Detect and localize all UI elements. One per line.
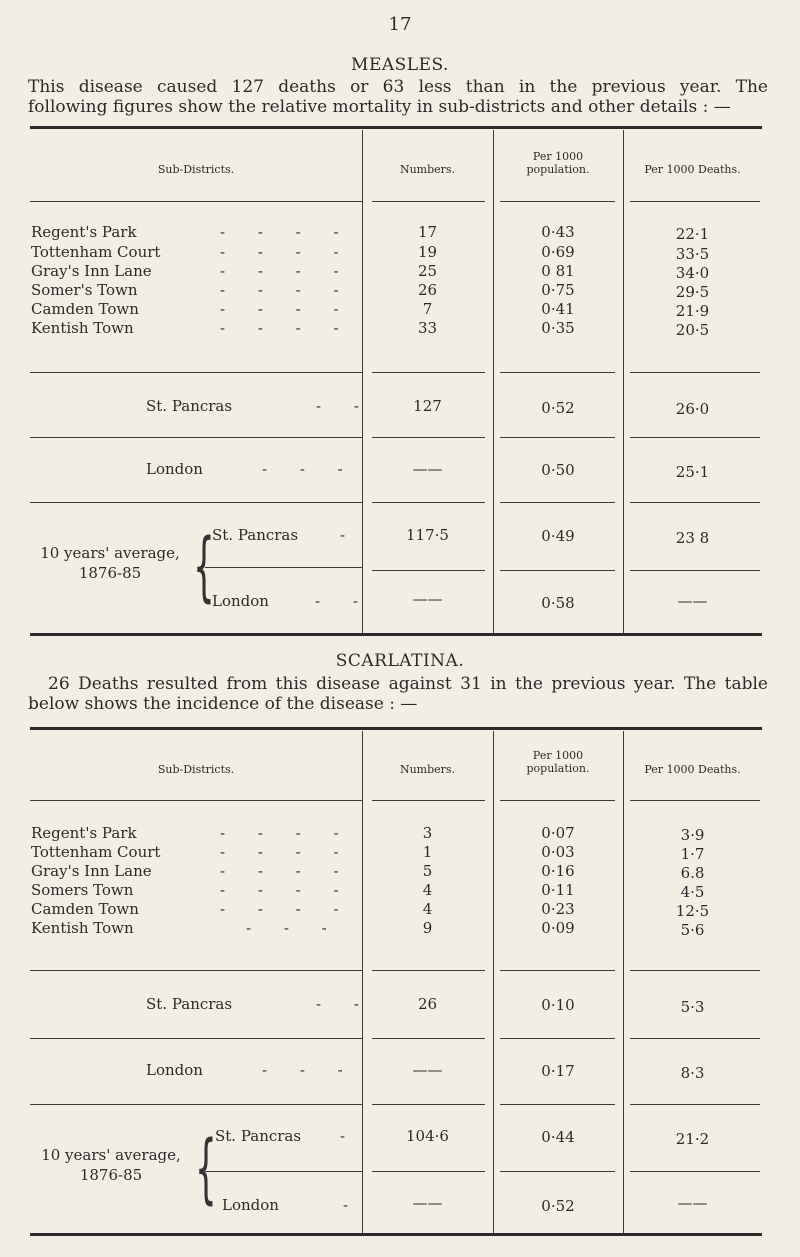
column-divider (623, 731, 624, 1233)
per-deaths-value: 34·0 (675, 264, 710, 282)
per-deaths-value: 5·3 (680, 998, 705, 1016)
header-per-deaths: Per 1000 Deaths. (644, 763, 741, 776)
numbers-value: —— (412, 1061, 443, 1079)
per-population-value: 0·41 (541, 300, 575, 318)
section-rule (630, 1171, 760, 1172)
per-deaths-value: 12·5 (675, 902, 710, 920)
numbers-value: 26 (417, 281, 438, 299)
scarlatina-intro (28, 674, 768, 714)
subdistrict-name: Regent's Park (31, 824, 137, 842)
leader-dashes: - - - - (220, 862, 353, 880)
average-london-label: London (222, 1196, 279, 1214)
scarlatina-intro-line-2: below shows the incidence of the disease : — (28, 694, 418, 714)
numbers-value: 104·6 (406, 1127, 449, 1145)
average-london-label: London (212, 592, 269, 610)
leader-dashes: - - - - (220, 881, 353, 899)
header-rule (30, 201, 362, 202)
per-deaths-value: 22·1 (675, 225, 710, 243)
numbers-value: 4 (422, 881, 433, 899)
per-population-value: 0 81 (541, 262, 575, 280)
leader-dashes: - - - - (220, 243, 353, 261)
subdistrict-name: Camden Town (31, 300, 139, 318)
per-deaths-value: 33·5 (675, 245, 710, 263)
numbers-value: —— (412, 590, 443, 608)
header-rule (500, 201, 615, 202)
per-population-value: 0·43 (541, 223, 575, 241)
section-rule (630, 502, 760, 503)
numbers-value: 5 (422, 862, 433, 880)
table-top-rule (30, 126, 762, 129)
section-rule (205, 1171, 362, 1172)
scarlatina-intro-line-1: 26 Deaths resulted from this disease against 31 in the previous year. The table (48, 674, 768, 694)
section-rule (372, 1104, 485, 1105)
header-per-population: Per 1000 population. (526, 749, 590, 775)
per-deaths-value: 25·1 (675, 463, 710, 481)
average-label (30, 1145, 192, 1185)
subdistrict-name: Tottenham Court (31, 243, 161, 261)
leader-dashes: - - (315, 592, 372, 610)
per-population-value: 0·44 (541, 1128, 575, 1146)
per-population-value: 0·23 (541, 900, 575, 918)
subdistrict-name: Camden Town (31, 900, 139, 918)
per-deaths-value: 20·5 (675, 321, 710, 339)
per-deaths-value: 23 8 (675, 529, 710, 547)
section-rule (372, 1038, 485, 1039)
per-population-value: 0·35 (541, 319, 575, 337)
numbers-value: 33 (417, 319, 438, 337)
leader-dashes: - (340, 1127, 360, 1145)
leader-dashes: - (340, 526, 360, 544)
section-rule (205, 567, 362, 568)
measles-intro-line-1: This disease caused 127 deaths or 63 less than in the previous year. The (28, 77, 768, 97)
per-population-value: 0·07 (541, 824, 575, 842)
header-subdistricts: Sub-Districts. (157, 163, 235, 176)
header-rule (630, 800, 760, 801)
section-rule (500, 1104, 615, 1105)
average-label-line-2: 1876-85 (79, 1166, 143, 1184)
average-stpancras-label: St. Pancras (215, 1127, 302, 1145)
header-numbers: Numbers. (399, 163, 456, 176)
leader-dashes: - - - - (220, 843, 353, 861)
per-population-value: 0·58 (541, 594, 575, 612)
brace-icon: { (193, 521, 215, 610)
leader-dashes: - - (316, 995, 373, 1013)
leader-dashes: - - - - (220, 262, 353, 280)
section-rule (30, 502, 362, 503)
per-deaths-value: 4·5 (680, 883, 705, 901)
leader-dashes: - - - - (220, 300, 353, 318)
per-population-value: 0·10 (541, 996, 575, 1014)
london-label: London (146, 1061, 203, 1079)
numbers-value: 25 (417, 262, 438, 280)
leader-dashes: - - - - (220, 319, 353, 337)
numbers-value: 19 (417, 243, 438, 261)
per-deaths-value: 29·5 (675, 283, 710, 301)
subdistrict-name: Gray's Inn Lane (31, 262, 152, 280)
section-rule (630, 570, 760, 571)
subdistrict-name: Kentish Town (31, 319, 134, 337)
subdistrict-name: Regent's Park (31, 223, 137, 241)
numbers-value: 117·5 (406, 526, 449, 544)
section-rule (30, 1104, 362, 1105)
section-rule (30, 970, 362, 971)
subdistrict-name: Kentish Town (31, 919, 134, 937)
column-divider (493, 130, 494, 633)
total-label: St. Pancras (146, 995, 233, 1013)
measles-intro-line-2: following figures show the relative mortality in sub-districts and other details : — (28, 97, 731, 117)
per-population-value: 0·11 (541, 881, 575, 899)
per-deaths-value: 5·6 (680, 921, 705, 939)
section-rule (630, 437, 760, 438)
leader-dashes: - - - (262, 1061, 357, 1079)
section-rule (630, 970, 760, 971)
section-rule (30, 437, 362, 438)
leader-dashes: - - - - (220, 824, 353, 842)
average-label-line-1: 10 years' average, (40, 544, 180, 562)
section-rule (372, 502, 485, 503)
header-rule (372, 800, 485, 801)
header-per-population: Per 1000 population. (526, 150, 590, 176)
section-rule (500, 372, 615, 373)
per-population-value: 0·75 (541, 281, 575, 299)
average-label (30, 543, 190, 583)
section-rule (372, 437, 485, 438)
column-divider (362, 731, 363, 1233)
numbers-value: 4 (422, 900, 433, 918)
header-numbers: Numbers. (399, 763, 456, 776)
header-rule (30, 800, 362, 801)
section-rule (500, 970, 615, 971)
column-divider (623, 130, 624, 633)
section-rule (500, 1038, 615, 1039)
per-population-value: 0·03 (541, 843, 575, 861)
leader-dashes: - - - - (220, 223, 353, 241)
total-label: St. Pancras (146, 397, 233, 415)
average-stpancras-label: St. Pancras (212, 526, 299, 544)
per-deaths-value: 21·2 (675, 1130, 710, 1148)
subdistrict-name: Gray's Inn Lane (31, 862, 152, 880)
leader-dashes: - (343, 1196, 363, 1214)
numbers-value: —— (412, 1194, 443, 1212)
measles-intro (28, 77, 768, 117)
per-deaths-value: 8·3 (680, 1064, 705, 1082)
section-rule (372, 970, 485, 971)
brace-icon: { (195, 1123, 217, 1212)
header-subdistricts: Sub-Districts. (157, 763, 235, 776)
subdistrict-name: Somers Town (31, 881, 134, 899)
section-rule (372, 570, 485, 571)
numbers-value: 9 (422, 919, 433, 937)
leader-dashes: - - - - (220, 900, 353, 918)
numbers-value: 26 (417, 995, 438, 1013)
average-label-line-1: 10 years' average, (41, 1146, 181, 1164)
subdistrict-name: Somer's Town (31, 281, 138, 299)
page-number: 17 (388, 14, 412, 35)
per-population-value: 0·52 (541, 399, 575, 417)
leader-dashes: - - - (246, 919, 341, 937)
table-bottom-rule (30, 1233, 762, 1236)
header-rule (372, 201, 485, 202)
per-population-value: 0·52 (541, 1197, 575, 1215)
per-population-value: 0·49 (541, 527, 575, 545)
header-rule (630, 201, 760, 202)
table-top-rule (30, 727, 762, 730)
per-population-value: 0·16 (541, 862, 575, 880)
per-population-value: 0·50 (541, 461, 575, 479)
section-rule (500, 570, 615, 571)
per-deaths-value: 6.8 (680, 864, 705, 882)
average-label-line-2: 1876-85 (78, 564, 142, 582)
section-rule (630, 372, 760, 373)
header-per-deaths: Per 1000 Deaths. (644, 163, 741, 176)
per-deaths-value: 26·0 (675, 400, 710, 418)
subdistrict-name: Tottenham Court (31, 843, 161, 861)
section-rule (500, 502, 615, 503)
measles-heading: MEASLES. (351, 55, 449, 75)
per-population-value: 0·17 (541, 1062, 575, 1080)
per-deaths-value: 1·7 (680, 845, 705, 863)
numbers-value: 17 (417, 223, 438, 241)
per-population-value: 0·09 (541, 919, 575, 937)
per-population-value: 0·69 (541, 243, 575, 261)
leader-dashes: - - (316, 397, 373, 415)
section-rule (630, 1038, 760, 1039)
section-rule (630, 1104, 760, 1105)
header-rule (500, 800, 615, 801)
section-rule (372, 372, 485, 373)
section-rule (372, 1171, 485, 1172)
column-divider (362, 130, 363, 633)
numbers-value: 3 (422, 824, 433, 842)
section-rule (500, 437, 615, 438)
per-deaths-value: 3·9 (680, 826, 705, 844)
numbers-value: 7 (422, 300, 433, 318)
leader-dashes: - - - - (220, 281, 353, 299)
section-rule (30, 372, 362, 373)
numbers-value: —— (412, 460, 443, 478)
section-rule (500, 1171, 615, 1172)
scarlatina-heading: SCARLATINA. (335, 651, 465, 671)
london-label: London (146, 460, 203, 478)
numbers-value: 1 (422, 843, 433, 861)
per-deaths-value: 21·9 (675, 302, 710, 320)
table-bottom-rule (30, 633, 762, 636)
section-rule (30, 1038, 362, 1039)
column-divider (493, 731, 494, 1233)
leader-dashes: - - - (262, 460, 357, 478)
numbers-value: 127 (413, 397, 442, 415)
per-deaths-value: —— (677, 1194, 708, 1212)
per-deaths-value: —— (677, 592, 708, 610)
